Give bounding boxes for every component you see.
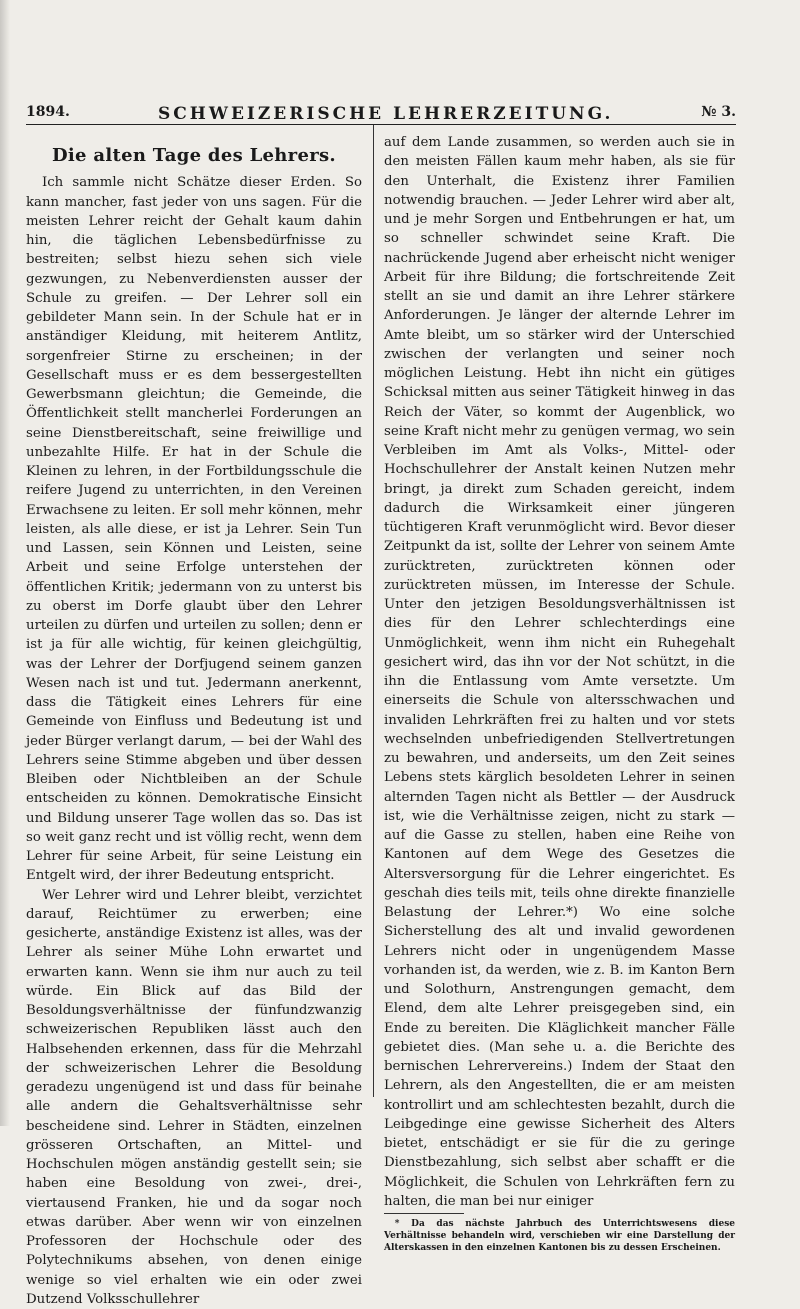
page-header: [26, 100, 736, 125]
paragraph-2: Wer Lehrer wird und Lehrer bleibt, verzichtet darauf, Reichtümer zu erwerben; eine gesicherte, anständige Existenz ist alles, was der Lehrer als seiner Mühe Lohn erwartet und erwarten kann. Wenn sie ihm nur auch zu teil würde. Ein Blick auf das Bild der Besoldungsverhältnisse der fünfundzwanzig schweizerischen Republiken lässt auch den Halbsehenden erkennen, dass für die Mehrzahl der schweizerischen Lehrer die Besoldung geradezu ungenügend ist und dass für beinahe alle andern die Gehaltsverhältnisse sehr bescheidene sind. Lehrer in Städten, einzelnen grösseren Ortschaften, an Mittel- und Hochschulen mögen anständig gestellt sein; sie haben eine Besoldung von zwei-, drei-, viertausend Franken, hie und da sogar noch etwas darüber. Aber wenn wir von einzelnen Professoren der Hochschule oder des Polytechnikums absehen, von denen einige wenige so viel erhalten wie ein oder zwei Dutzend Volksschullehrer: [26, 886, 362, 1309]
column-divider: [373, 125, 374, 1097]
page-edge-shadow: [0, 0, 10, 1126]
paragraph-3: auf dem Lande zusammen, so werden auch sie in den meisten Fällen kaum mehr haben, als sie für den Unterhalt, die Existenz ihrer Familien notwendig brauchen. — Jeder Lehrer wird aber alt, und je mehr Sorgen und Entbehrungen er hat, um so schneller schwindet seine Kraft. Die nachrückende Jugend aber erheischt nicht weniger Arbeit für ihre Bildung; die fortschreitende Zeit stellt an sie und damit an ihre Lehrer stärkere Anforderungen. Je länger der alternde Lehrer im Amte bleibt, um so stärker wird der Unterschied zwischen der verlangten und seiner noch möglichen Leistung. Hebt ihn nicht ein gütiges Schicksal mitten aus seiner Tätigkeit hinweg in das Reich der Väter, so kommt der Augenblick, wo seine Kraft nicht mehr zu genügen vermag, wo sein Verbleiben im Amt als Volks-, Mittel- oder Hochschullehrer der Anstalt keinen Nutzen mehr bringt, ja direkt zum Schaden gereicht, indem dadurch die Wirksamkeit einer jüngeren tüchtigeren Kraft verunmöglicht wird. Bevor dieser Zeitpunkt da ist, sollte der Lehrer von seinem Amte zurücktreten, zurücktreten können oder zurücktreten müssen, im Interesse der Schule. Unter den jetzigen Besoldungsverhältnissen ist dies für den Lehrer schlechterdings eine Unmöglichkeit, wenn ihm nicht ein Ruhegehalt gesichert wird, das ihn vor der Not schützt, in die ihn die Entlassung vom Amte versetzte. Um einerseits die Schule von altersschwachen und invaliden Lehrkräften frei zu halten und vor stets wechselnden unbefriedigenden Stellvertretungen zu bewahren, und anderseits, um den Zeit seines Lebens stets kärglich besoldeten Lehrer in seinen alternden Tagen nicht als Bettler — der Ausdruck ist, wie die Verhältnisse zeigen, nicht zu stark — auf die Gasse zu stellen, haben eine Reihe von Kantonen auf dem Wege des Gesetzes die Altersversorgung für die Lehrer eingerichtet. Es geschah dies teils mit, teils ohne direkte finanzielle Belastung der Lehrer.*) Wo eine solche Sicherstellung des alt und invalid gewordenen Lehrers nicht oder in ungenügendem Masse vorhanden ist, da werden, wie z. B. im Kanton Bern und Solothurn, Anstrengungen gemacht, dem Elend, dem alte Lehrer preisgegeben sind, ein Ende zu bereiten. Die Kläglichkeit mancher Fälle gebietet dies. (Man sehe u. a. die Berichte des bernischen Lehrervereins.) Indem der Staat den Lehrern, als den Angestellten, die er am meisten kontrollirt und am schlechtesten bezahlt, durch die Leibgedinge eine gewisse Sicherheit des Alters bietet, entschädigt er sie für die zu geringe Dienstbezahlung, sich selbst aber schafft er die Möglichkeit, die Schulen von Lehrkräften fern zu halten, die man bei nur einiger: [384, 133, 735, 1211]
right-column: [384, 133, 735, 1254]
left-column: [26, 146, 362, 1309]
header-issue-number: № 3.: [701, 104, 736, 120]
header-title: SCHWEIZERISCHE LEHRERZEITUNG.: [158, 104, 613, 124]
article-title: Die alten Tage des Lehrers.: [26, 146, 362, 165]
footnote: * Da das nächste Jahrbuch des Unterrichtswesens diese Verhältnisse behandeln wird, verschieben wir eine Darstellung der Alterskassen in den einzelnen Kantonen bis zu dessen Erscheinen.: [384, 1218, 735, 1254]
paragraph-1: Ich sammle nicht Schätze dieser Erden. So kann mancher, fast jeder von uns sagen. Für die meisten Lehrer reicht der Gehalt kaum dahin hin, die täglichen Lebensbedürfnisse zu bestreiten; selbst hiezu sehen sich viele gezwungen, zu Nebenverdiensten ausser der Schule zu greifen. — Der Lehrer soll ein gebildeter Mann sein. In der Schule hat er in anständiger Kleidung, mit heiterem Antlitz, sorgenfreier Stirne zu erscheinen; in der Gesellschaft muss er es dem bessergestellten Gewerbsmann gleichtun; die Gemeinde, die Öffentlichkeit stellt mancherlei Forderungen an seine Dienstbereitschaft, seine freiwillige und unbezahlte Hilfe. Er hat in der Schule die Kleinen zu lehren, in der Fortbildungsschule die reifere Jugend zu unterrichten, in den Vereinen Erwachsene zu leiten. Er soll mehr können, mehr leisten, als alle diese, er ist ja Lehrer. Sein Tun und Lassen, sein Können und Leisten, seine Arbeit und seine Erfolge unterstehen der öffentlichen Kritik; jedermann von zu unterst bis zu oberst im Dorfe glaubt über den Lehrer urteilen zu dürfen und urteilen zu sollen; denn er ist ja für alle wichtig, für keinen gleichgültig, was der Lehrer der Dorfjugend seinem ganzen Wesen nach ist und tut. Jedermann anerkennt, dass die Tätigkeit eines Lehrers für eine Gemeinde von Einfluss und Bedeutung ist und jeder Bürger verlangt darum, — bei der Wahl des Lehrers seine Stimme abgeben und über dessen Bleiben oder Nichtbleiben an der Schule entscheiden zu können. Demokratische Einsicht und Bildung unserer Tage wollen das so. Das ist so weit ganz recht und ist völlig recht, wenn dem Lehrer für seine Arbeit, für seine Leistung ein Entgelt wird, der ihrer Bedeutung entspricht.: [26, 173, 362, 885]
footnote-rule: [384, 1213, 464, 1214]
header-year: 1894.: [26, 104, 70, 120]
